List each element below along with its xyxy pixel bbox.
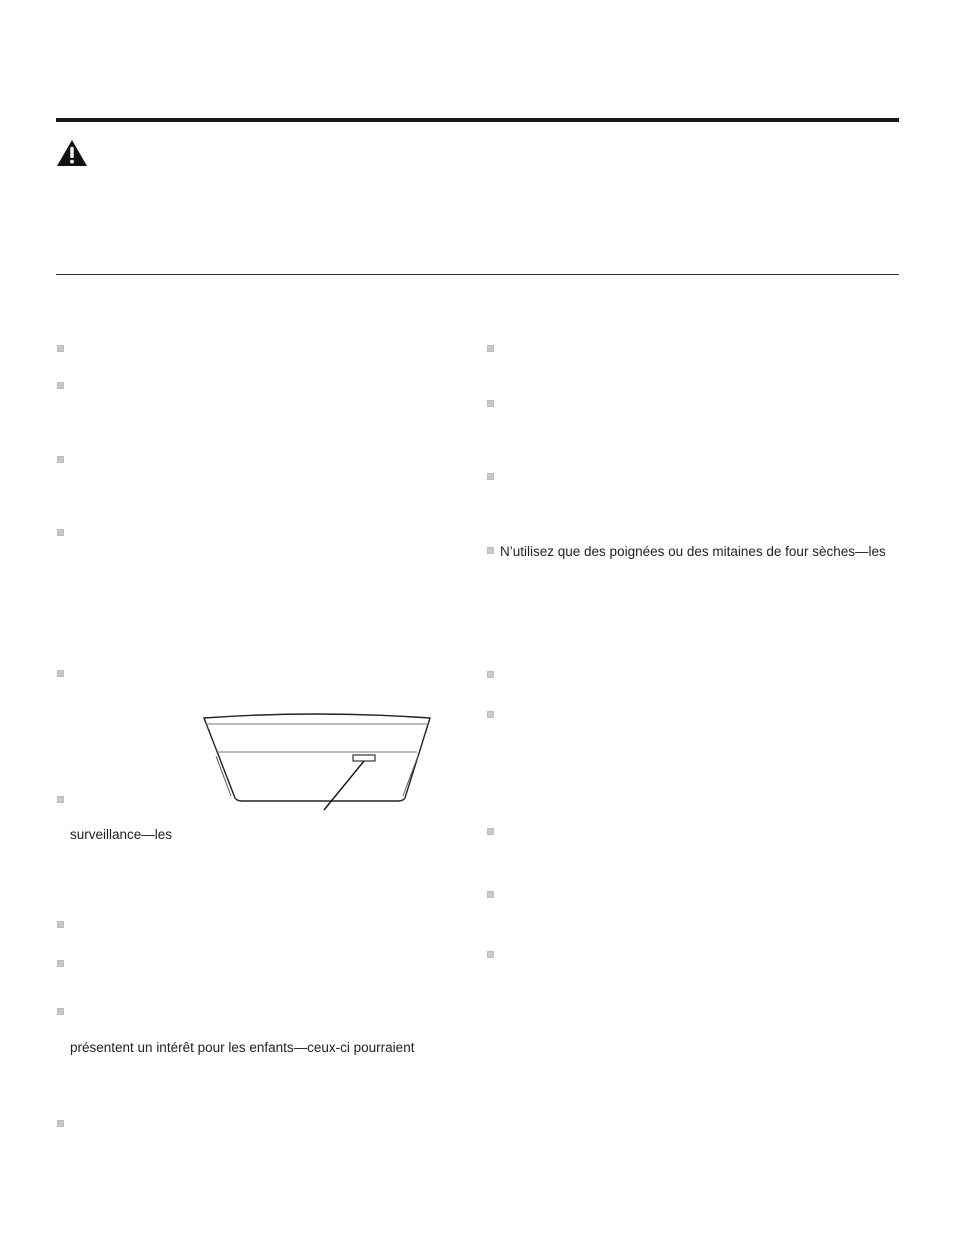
bullet-icon (57, 1008, 64, 1015)
bullet-icon (487, 828, 494, 835)
bullet-icon (57, 529, 64, 536)
section-divider (56, 274, 899, 275)
bullet-icon (57, 382, 64, 389)
bullet-icon (487, 547, 494, 554)
bullet-icon (57, 796, 64, 803)
bullet-icon (57, 960, 64, 967)
section-top-rule (56, 118, 899, 122)
bullet-icon (57, 1120, 64, 1127)
bullet-icon (487, 345, 494, 352)
bullet-icon (487, 473, 494, 480)
appliance-label-diagram (198, 712, 436, 812)
warning-triangle-icon (56, 139, 88, 167)
oven-mitts-text: N’utilisez que des poignées ou des mitaines de four sèches—les (500, 544, 886, 559)
bullet-icon (487, 711, 494, 718)
bullet-icon (487, 400, 494, 407)
bullet-icon (57, 345, 64, 352)
bullet-icon (487, 671, 494, 678)
surveillance-text: surveillance—les (70, 827, 173, 842)
bullet-icon (57, 670, 64, 677)
bullet-icon (57, 456, 64, 463)
bullet-icon (57, 921, 64, 928)
bullet-icon (487, 891, 494, 898)
bullet-icon (487, 951, 494, 958)
children-warning-text: présentent un intérêt pour les enfants—ceux-ci pourraient (70, 1040, 415, 1055)
